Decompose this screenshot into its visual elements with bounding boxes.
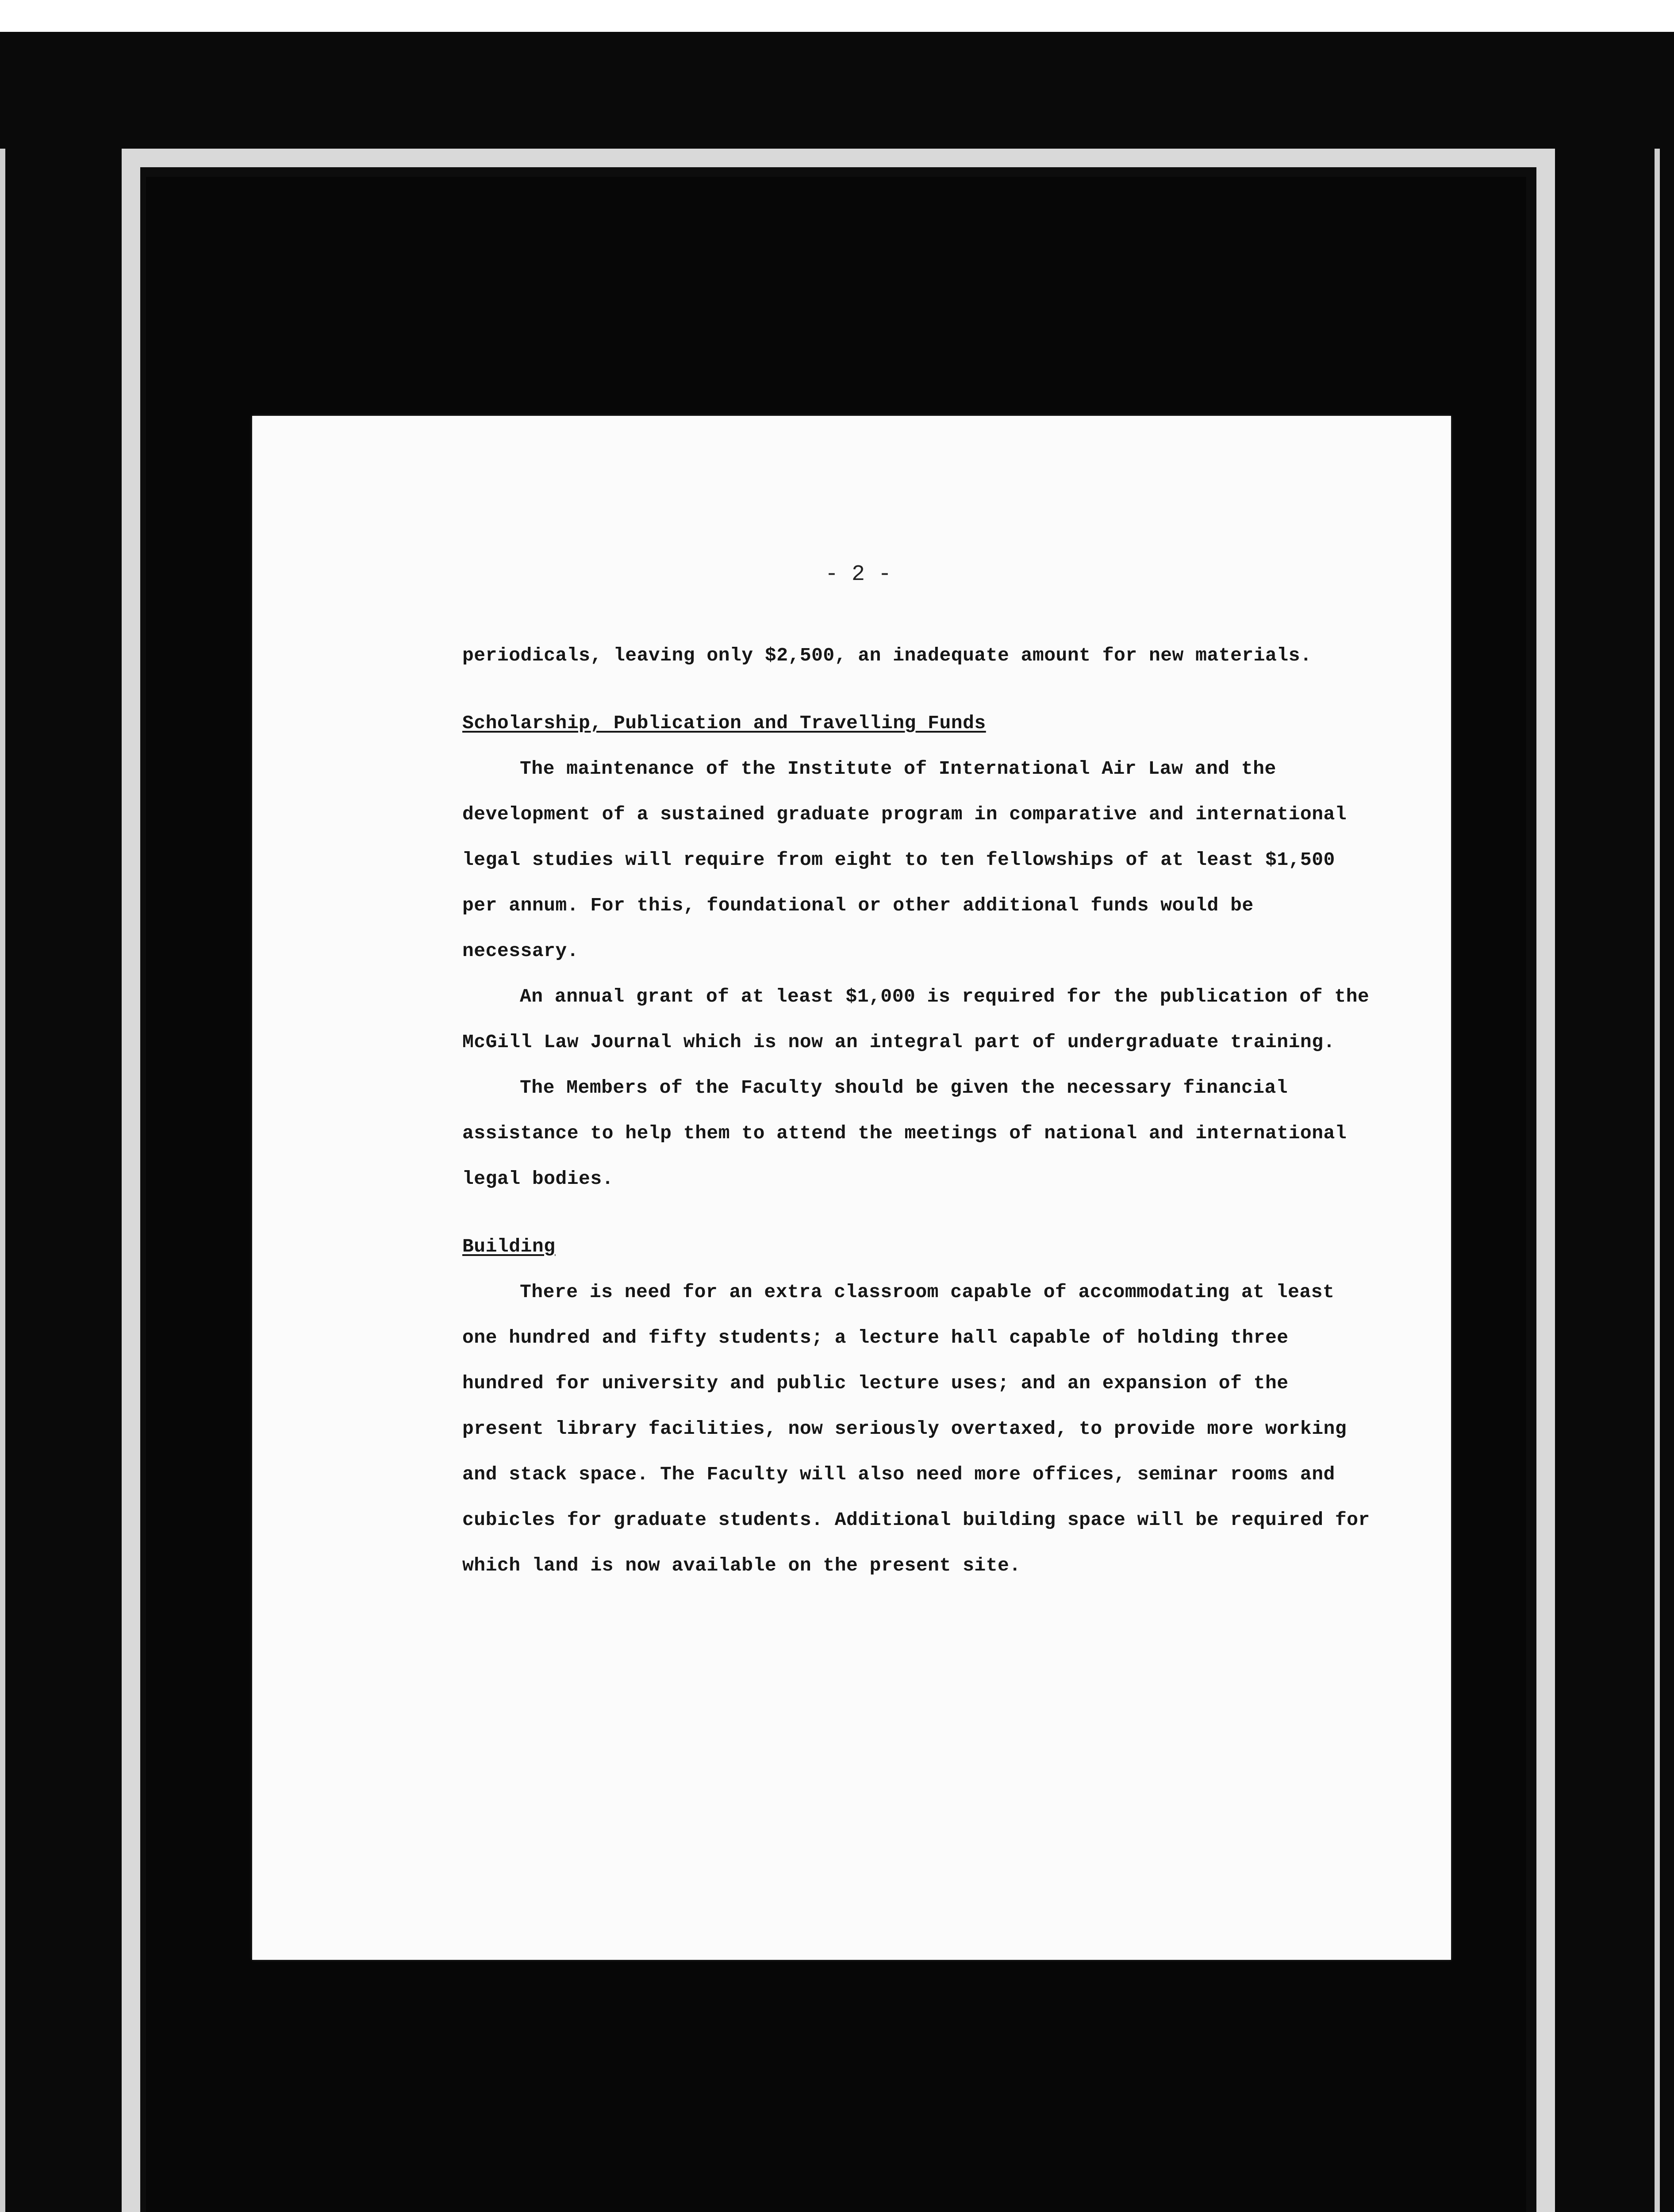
section-heading-building: Building — [462, 1236, 556, 1257]
paragraph-law-journal: An annual grant of at least $1,000 is required for the publication of the McGill Law Journal which is now an integral part of undergraduate training. — [462, 986, 1370, 1053]
document-page — [252, 416, 1451, 1960]
paragraph-fellowships: The maintenance of the Institute of International Air Law and the development of a sustained graduate program in comparative and international legal studies will require from eight to ten fellowships of at least $1,500 per annum. For this, foundational or other additional funds would be necessary. — [462, 758, 1347, 962]
page-number: - 2 - — [825, 562, 892, 587]
left-film-strip — [0, 149, 5, 2212]
section-heading-scholarship: Scholarship, Publication and Travelling Funds — [462, 712, 986, 734]
document-body — [462, 633, 1374, 1588]
paragraph-continuation: periodicals, leaving only $2,500, an inadequate amount for new materials. — [462, 645, 1312, 666]
paragraph-faculty-travel: The Members of the Faculty should be given the necessary financial assistance to help them to attend the meetings of national and international legal bodies. — [462, 1077, 1347, 1190]
right-film-strip — [1655, 149, 1660, 2212]
paragraph-building-needs: There is need for an extra classroom capable of accommodating at least one hundred and fifty students; a lecture hall capable of holding three hundred for university and public lecture uses; and an expansion of the present library facilities, now seriously overtaxed, to provide more working and stack space. The Faculty will also need more offices, seminar rooms and cubicles for graduate students. Additional building space will be required for which land is now available on the present site. — [462, 1281, 1370, 1576]
